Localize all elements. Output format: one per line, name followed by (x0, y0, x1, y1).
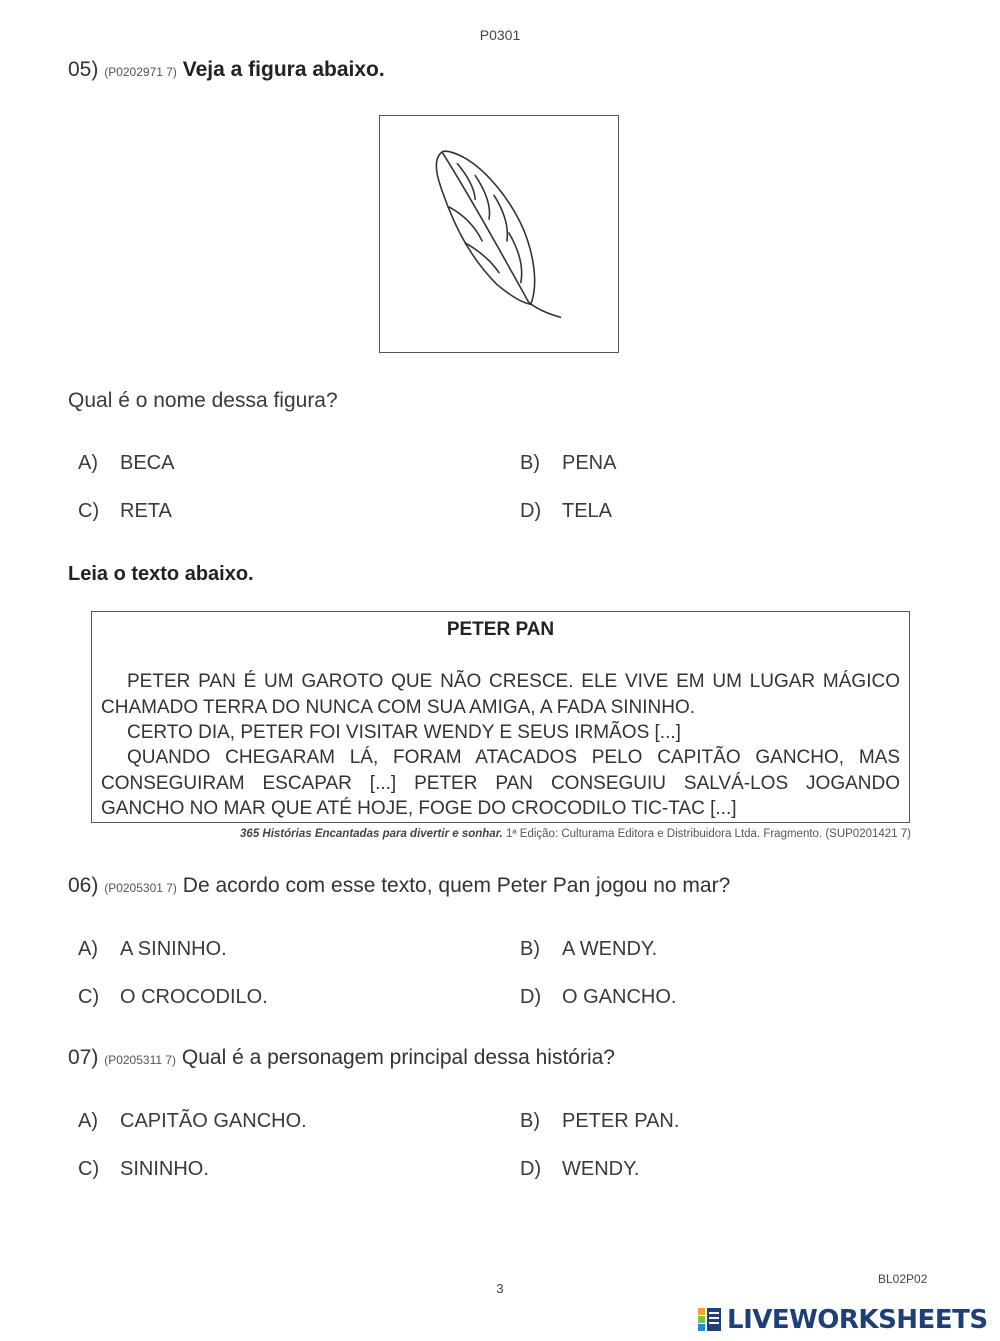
option-text: SININHO. (120, 1158, 209, 1180)
option-letter: D) (520, 1158, 542, 1180)
option-d[interactable] (520, 1158, 639, 1181)
question-text: Qual é a personagem principal dessa história? (181, 1046, 615, 1069)
option-a[interactable] (78, 938, 227, 961)
option-c[interactable] (78, 1158, 209, 1181)
option-letter: C) (78, 500, 100, 522)
option-text: O CROCODILO. (120, 986, 268, 1008)
reading-paragraph-1: PETER PAN É UM GAROTO QUE NÃO CRESCE. ELE VIVE EM UM LUGAR MÁGICO CHAMADO TERRA DO NUNCA COM SUA AMIGA, A FADA SININHO. (101, 671, 900, 718)
question-text: De acordo com esse texto, quem Peter Pan jogou no mar? (182, 874, 731, 897)
option-text: O GANCHO. (562, 986, 677, 1008)
reading-text-box (91, 611, 910, 823)
option-letter: C) (78, 1158, 100, 1180)
option-text: BECA (120, 452, 175, 474)
citation-title: 365 Histórias Encantadas para divertir e sonhar. (240, 828, 503, 840)
reading-citation (240, 828, 911, 840)
option-letter: C) (78, 986, 100, 1008)
option-letter: A) (78, 452, 98, 474)
question-prompt: Veja a figura abaixo. (182, 58, 385, 81)
citation-details: 1ª Edição: Culturama Editora e Distribuidora Ltda. Fragmento. (SUP0201421 7) (505, 828, 911, 840)
option-d[interactable] (520, 500, 612, 523)
option-letter: A) (78, 938, 98, 960)
option-text: PENA (562, 452, 617, 474)
reading-heading: Leia o texto abaixo. (68, 563, 254, 585)
option-letter: B) (520, 1110, 540, 1132)
question-code: (P0205311 7) (104, 1053, 177, 1067)
question-06-header (68, 874, 730, 898)
figure-frame (379, 115, 619, 353)
option-text: RETA (120, 500, 172, 522)
question-number: 06) (68, 874, 99, 897)
page-number: 3 (496, 1281, 504, 1296)
option-letter: D) (520, 986, 542, 1008)
question-number: 07) (68, 1046, 99, 1069)
feather-icon (380, 116, 618, 352)
option-b[interactable] (520, 938, 657, 961)
page-header-code: P0301 (479, 27, 521, 43)
option-letter: B) (520, 938, 540, 960)
reading-paragraph-2: CERTO DIA, PETER FOI VISITAR WENDY E SEUS IRMÃOS [...] (127, 722, 681, 743)
option-text: WENDY. (562, 1158, 640, 1180)
question-05-header (68, 58, 385, 82)
brand-name: LIVEWORKSHEETS (727, 1305, 988, 1335)
liveworksheets-logo-icon (697, 1306, 723, 1334)
option-text: A WENDY. (562, 938, 658, 960)
question-07-header (68, 1046, 615, 1070)
question-code: (P0205301 7) (104, 881, 177, 895)
option-text: A SININHO. (120, 938, 227, 960)
reading-paragraph-3: QUANDO CHEGARAM LÁ, FORAM ATACADOS PELO CAPITÃO GANCHO, MAS CONSEGUIRAM ESCAPAR [...] PETER PAN CONSEGUIU SALVÁ-LOS JOGANDO GANCHO NO MAR QUE ATÉ HOJE, FOGE DO CROCODILO TIC-TAC [...] (101, 747, 900, 819)
option-c[interactable] (78, 500, 172, 523)
option-letter: D) (520, 500, 542, 522)
option-a[interactable] (78, 452, 174, 475)
option-b[interactable] (520, 1110, 679, 1133)
option-c[interactable] (78, 986, 268, 1009)
option-d[interactable] (520, 986, 676, 1009)
question-number: 05) (68, 58, 99, 81)
liveworksheets-brand[interactable] (697, 1303, 988, 1337)
option-a[interactable] (78, 1110, 307, 1133)
option-text: TELA (562, 500, 613, 522)
reading-title: PETER PAN (446, 619, 555, 640)
question-code: (P0202971 7) (104, 65, 177, 79)
option-b[interactable] (520, 452, 616, 475)
option-text: PETER PAN. (562, 1110, 680, 1132)
question-05-text: Qual é o nome dessa figura? (68, 389, 338, 412)
footer-code: BL02P02 (878, 1272, 928, 1286)
option-letter: A) (78, 1110, 98, 1132)
option-text: CAPITÃO GANCHO. (120, 1110, 307, 1132)
option-letter: B) (520, 452, 540, 474)
